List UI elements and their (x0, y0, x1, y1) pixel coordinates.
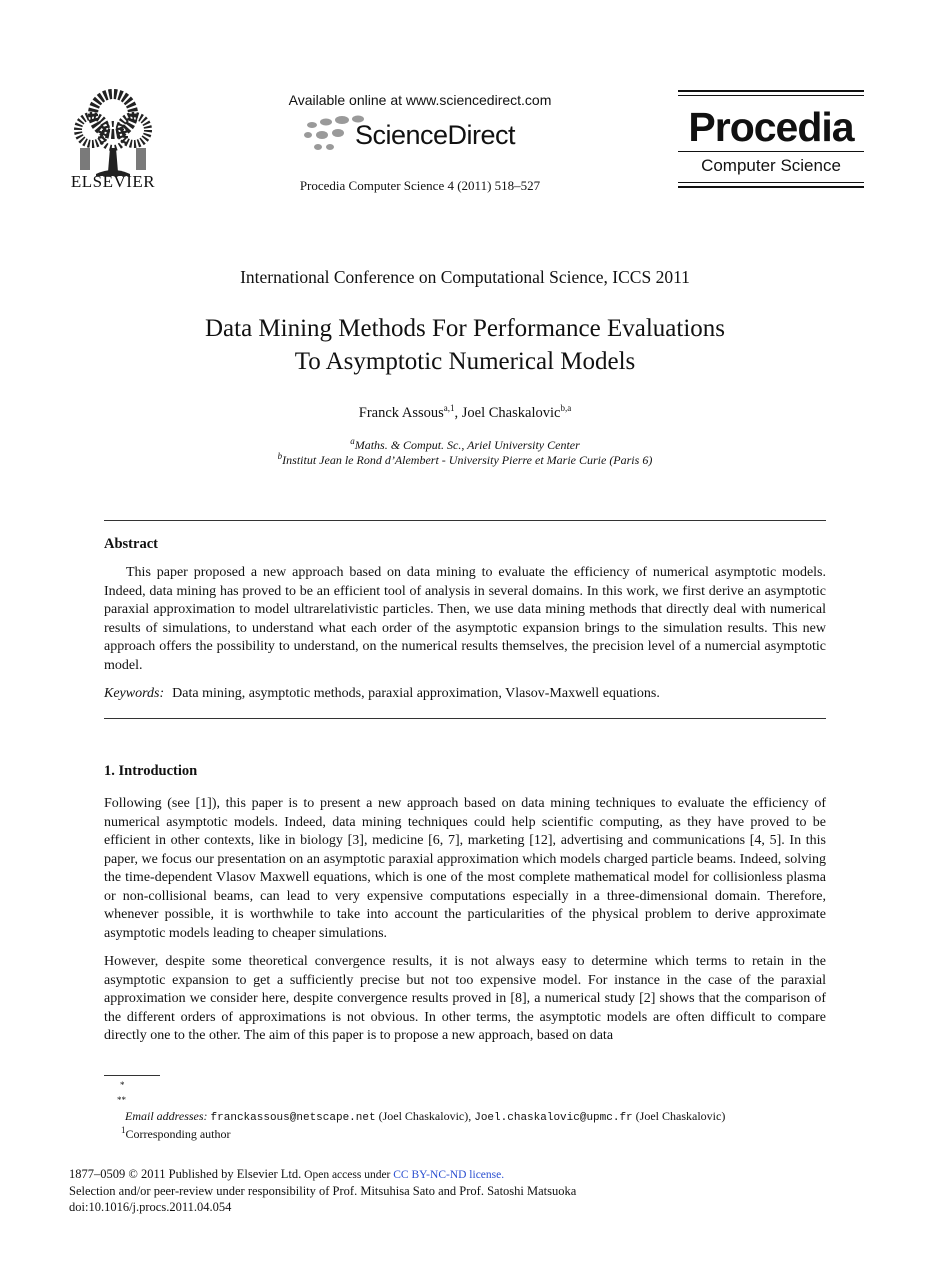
doi-line[interactable]: doi:10.1016/j.procs.2011.04.054 (69, 1200, 232, 1214)
aff-b-text: Institut Jean le Rond d’Alembert - University Pierre et Marie Curie (Paris 6) (282, 453, 653, 467)
author-1-affiliation: a,1 (443, 403, 455, 413)
author-separator: , (454, 404, 462, 421)
procedia-logo (678, 90, 864, 190)
author-1: Franck Assous (358, 404, 444, 421)
affiliation-b (104, 451, 826, 468)
conference-name: International Conference on Computational Science, ICCS 2011 (240, 267, 690, 287)
abstract-heading: Abstract (104, 536, 158, 552)
aff-a-mark: a (350, 436, 355, 446)
peer-review-line: Selection and/or peer-review under responsibility of Prof. Mitsuhisa Sato and Prof. Satoshi Matsuoka (69, 1184, 577, 1198)
footnote-star-2: ** (117, 1095, 126, 1105)
email-1-link[interactable]: franckassous@netscape.net (210, 1112, 376, 1124)
title-line-1: Data Mining Methods For Performance Evaluations (204, 315, 726, 342)
introduction-heading: 1. Introduction (104, 763, 198, 779)
email-1-owner: (Joel Chaskalovic), (375, 1109, 475, 1123)
author-list (104, 403, 826, 422)
keywords-label: Keywords: (104, 686, 165, 701)
author-2: Joel Chaskalovic (461, 404, 561, 421)
open-access-text: Open access under (301, 1169, 394, 1181)
available-online-line[interactable]: Available online at www.sciencedirect.com (288, 92, 552, 108)
author-2-affiliation: b,a (560, 403, 572, 413)
keywords (104, 686, 660, 702)
aff-a-text: Maths. & Comput. Sc., Ariel University Center (354, 438, 580, 452)
footnote-rule (104, 1075, 160, 1076)
procedia-title: Procedia (688, 104, 854, 150)
email-label: Email addresses: (125, 1109, 208, 1123)
copyright-text: 1877–0509 © 2011 Published by Elsevier Ltd. (69, 1167, 302, 1181)
title-line-2: To Asymptotic Numerical Models (294, 348, 636, 375)
elsevier-wordmark: ELSEVIER (70, 172, 156, 191)
introduction-paragraph-2: However, despite some theoretical convergence results, it is not always easy to determine which terms to retain in the asymptotic expansion to get a sufficiently precise but not too expensive model. For instance in the case of the paraxial approximation we consider here, despite convergence results proved in [8], a numerical study [2] shows that the comparison of the different orders of approximations is not obvious. In other terms, the asymptotic models are often difficult to compare directly one to the other. The aim of this paper is to propose a new approach, based on data (104, 954, 826, 1043)
email-2-owner: (Joel Chaskalovic) (632, 1109, 726, 1123)
copyright-line (69, 1167, 504, 1182)
corr-text: Corresponding author (125, 1127, 231, 1141)
aff-b-mark: b (277, 451, 283, 461)
corr-mark: 1 (121, 1125, 126, 1135)
abstract-text: This paper proposed a new approach based on data mining to evaluate the efficiency of numerical asymptotic models. Indeed, data mining has proved to be an efficient tool of analysis in several domains. In this work, we first derive an asymptotic paraxial approximation to model ultrarelativistic particles. Then, we use data mining methods that directly deal with numerical results of simulations, to understand what each order of the asymptotic expansion brings to the simulation results. This new approach offers the possibility to understand, on the numerical results themselves, the precision level of a numercial asymptotic model. (104, 565, 826, 673)
footnote-star-1: * (120, 1080, 125, 1090)
divider-bottom (104, 718, 826, 719)
divider-top (104, 520, 826, 521)
keywords-list: Data mining, asymptotic methods, paraxial approximation, Vlasov-Maxwell equations. (172, 686, 660, 701)
introduction-paragraph-1: Following (see [1]), this paper is to present a new approach based on data mining techniques to evaluate the efficiency of numerical asymptotic models. Indeed, data mining techniques could help scientific computing, as they have proved to be efficient in other contexts, like in biology [3], medicine [6, 7], marketing [12], advertising and communications [4, 5]. In this paper, we focus our presentation on an asymptotic paraxial approximation which models charged particle beams. Indeed, solving the time-dependent Vlasov Maxwell equations, which is one of the most complete mathematical model for collisionless plasma or non-collisional beams, can lead to very expensive computations especially in a three-dimensional domain. Therefore, whenever possible, it is worthwhile to take into account the particularities of the physical problem to derive approximate asymptotic models leading to cheaper simulations. (104, 796, 826, 941)
email-2-link[interactable]: Joel.chaskalovic@upmc.fr (474, 1112, 633, 1124)
sciencedirect-wordmark: ScienceDirect (355, 120, 516, 150)
footnote-corresponding (121, 1125, 230, 1142)
footnote-emails (125, 1109, 725, 1124)
license-link[interactable]: CC BY-NC-ND license. (393, 1169, 505, 1181)
journal-citation: Procedia Computer Science 4 (2011) 518–527 (299, 178, 541, 193)
paper-title (104, 312, 826, 378)
procedia-subtitle: Computer Science (701, 156, 841, 175)
